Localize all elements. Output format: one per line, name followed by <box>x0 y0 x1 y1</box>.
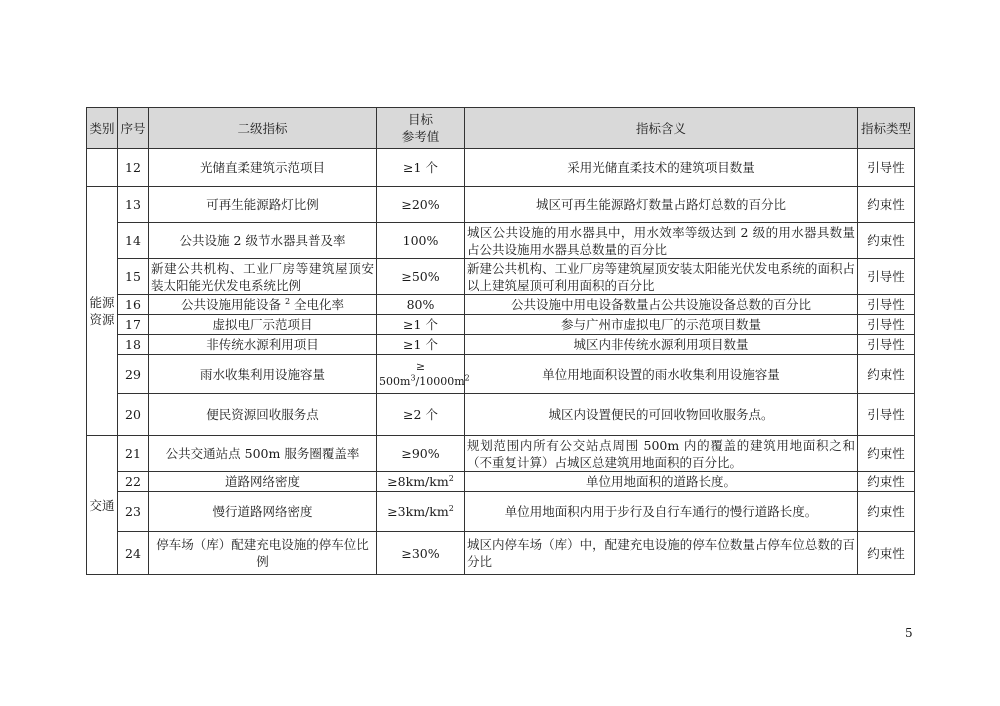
target-cell: ≥30% <box>377 532 465 575</box>
indicator-cell: 光储直柔建筑示范项目 <box>149 149 377 187</box>
header-target: 目标 参考值 <box>377 108 465 149</box>
category-energy: 能源资源 <box>87 187 118 436</box>
table-header-row <box>87 108 915 149</box>
meaning-cell: 规划范围内所有公交站点周围 500m 内的覆盖的建筑用地面积之和（不重复计算）占城区总建筑用地面积的百分比。 <box>465 436 858 472</box>
table-row <box>87 355 915 394</box>
type-cell: 约束性 <box>858 492 915 532</box>
seq-cell: 15 <box>118 259 149 295</box>
header-category: 类别 <box>87 108 118 149</box>
type-cell: 约束性 <box>858 223 915 259</box>
type-cell: 引导性 <box>858 295 915 315</box>
meaning-cell: 参与广州市虚拟电厂的示范项目数量 <box>465 315 858 335</box>
type-cell: 约束性 <box>858 532 915 575</box>
indicator-table <box>86 107 915 575</box>
meaning-cell: 城区公共设施的用水器具中，用水效率等级达到 2 级的用水器具数量占公共设施用水器具总数量的百分比 <box>465 223 858 259</box>
seq-cell: 20 <box>118 394 149 436</box>
type-cell: 引导性 <box>858 315 915 335</box>
table-row <box>87 223 915 259</box>
seq-cell: 14 <box>118 223 149 259</box>
table-row <box>87 295 915 315</box>
seq-cell: 16 <box>118 295 149 315</box>
target-cell: ≥50% <box>377 259 465 295</box>
table-row <box>87 335 915 355</box>
table-row <box>87 187 915 223</box>
seq-cell: 22 <box>118 472 149 492</box>
table-row <box>87 149 915 187</box>
indicator-cell: 便民资源回收服务点 <box>149 394 377 436</box>
meaning-cell: 单位用地面积设置的雨水收集利用设施容量 <box>465 355 858 394</box>
indicator-cell: 停车场（库）配建充电设施的停车位比例 <box>149 532 377 575</box>
meaning-cell: 城区内设置便民的可回收物回收服务点。 <box>465 394 858 436</box>
indicator-cell: 公共交通站点 500m 服务圈覆盖率 <box>149 436 377 472</box>
target-cell: ≥20% <box>377 187 465 223</box>
target-cell: ≥90% <box>377 436 465 472</box>
target-cell: 100% <box>377 223 465 259</box>
meaning-cell: 单位用地面积内用于步行及自行车通行的慢行道路长度。 <box>465 492 858 532</box>
header-type: 指标类型 <box>858 108 915 149</box>
seq-cell: 24 <box>118 532 149 575</box>
type-cell: 约束性 <box>858 355 915 394</box>
target-cell: ≥1 个 <box>377 149 465 187</box>
indicator-cell: 公共设施用能设备 $^2$ 全电化率 <box>149 295 377 315</box>
meaning-cell: 城区内停车场（库）中，配建充电设施的停车位数量占停车位总数的百分比 <box>465 532 858 575</box>
type-cell: 约束性 <box>858 472 915 492</box>
header-meaning: 指标含义 <box>465 108 858 149</box>
indicator-cell: 道路网络密度 <box>149 472 377 492</box>
seq-cell: 29 <box>118 355 149 394</box>
category-transport: 交通 <box>87 436 118 575</box>
type-cell: 引导性 <box>858 335 915 355</box>
type-cell: 引导性 <box>858 394 915 436</box>
table-row <box>87 394 915 436</box>
meaning-cell: 采用光储直柔技术的建筑项目数量 <box>465 149 858 187</box>
category-cell-empty <box>87 149 118 187</box>
indicator-cell: 可再生能源路灯比例 <box>149 187 377 223</box>
table-row <box>87 532 915 575</box>
seq-cell: 17 <box>118 315 149 335</box>
target-cell: 80% <box>377 295 465 315</box>
seq-cell: 18 <box>118 335 149 355</box>
table-row <box>87 315 915 335</box>
target-cell: ≥ $500m^3/10000m^2$ <box>377 355 465 394</box>
target-cell: ≥1 个 <box>377 335 465 355</box>
indicator-cell: 雨水收集利用设施容量 <box>149 355 377 394</box>
seq-cell: 23 <box>118 492 149 532</box>
target-cell: ≥2 个 <box>377 394 465 436</box>
target-cell: $\ge 8km/km^2$ <box>377 472 465 492</box>
type-cell: 约束性 <box>858 187 915 223</box>
meaning-cell: 公共设施中用电设备数量占公共设施设备总数的百分比 <box>465 295 858 315</box>
type-cell: 引导性 <box>858 259 915 295</box>
table-row <box>87 259 915 295</box>
seq-cell: 13 <box>118 187 149 223</box>
seq-cell: 21 <box>118 436 149 472</box>
table-row <box>87 472 915 492</box>
table-row <box>87 436 915 472</box>
target-cell: $\ge 3km/km^2$ <box>377 492 465 532</box>
type-cell: 约束性 <box>858 436 915 472</box>
header-seq: 序号 <box>118 108 149 149</box>
indicator-cell: 虚拟电厂示范项目 <box>149 315 377 335</box>
seq-cell: 12 <box>118 149 149 187</box>
indicator-cell: 非传统水源利用项目 <box>149 335 377 355</box>
target-cell: ≥1 个 <box>377 315 465 335</box>
indicator-cell: 慢行道路网络密度 <box>149 492 377 532</box>
table-row <box>87 492 915 532</box>
meaning-cell: 城区可再生能源路灯数量占路灯总数的百分比 <box>465 187 858 223</box>
meaning-cell: 新建公共机构、工业厂房等建筑屋顶安装太阳能光伏发电系统的面积占以上建筑屋顶可利用面积的百分比 <box>465 259 858 295</box>
indicator-cell: 公共设施 2 级节水器具普及率 <box>149 223 377 259</box>
type-cell: 引导性 <box>858 149 915 187</box>
header-indicator: 二级指标 <box>149 108 377 149</box>
meaning-cell: 单位用地面积的道路长度。 <box>465 472 858 492</box>
page-number: 5 <box>905 626 913 640</box>
meaning-cell: 城区内非传统水源利用项目数量 <box>465 335 858 355</box>
indicator-cell: 新建公共机构、工业厂房等建筑屋顶安装太阳能光伏发电系统比例 <box>149 259 377 295</box>
